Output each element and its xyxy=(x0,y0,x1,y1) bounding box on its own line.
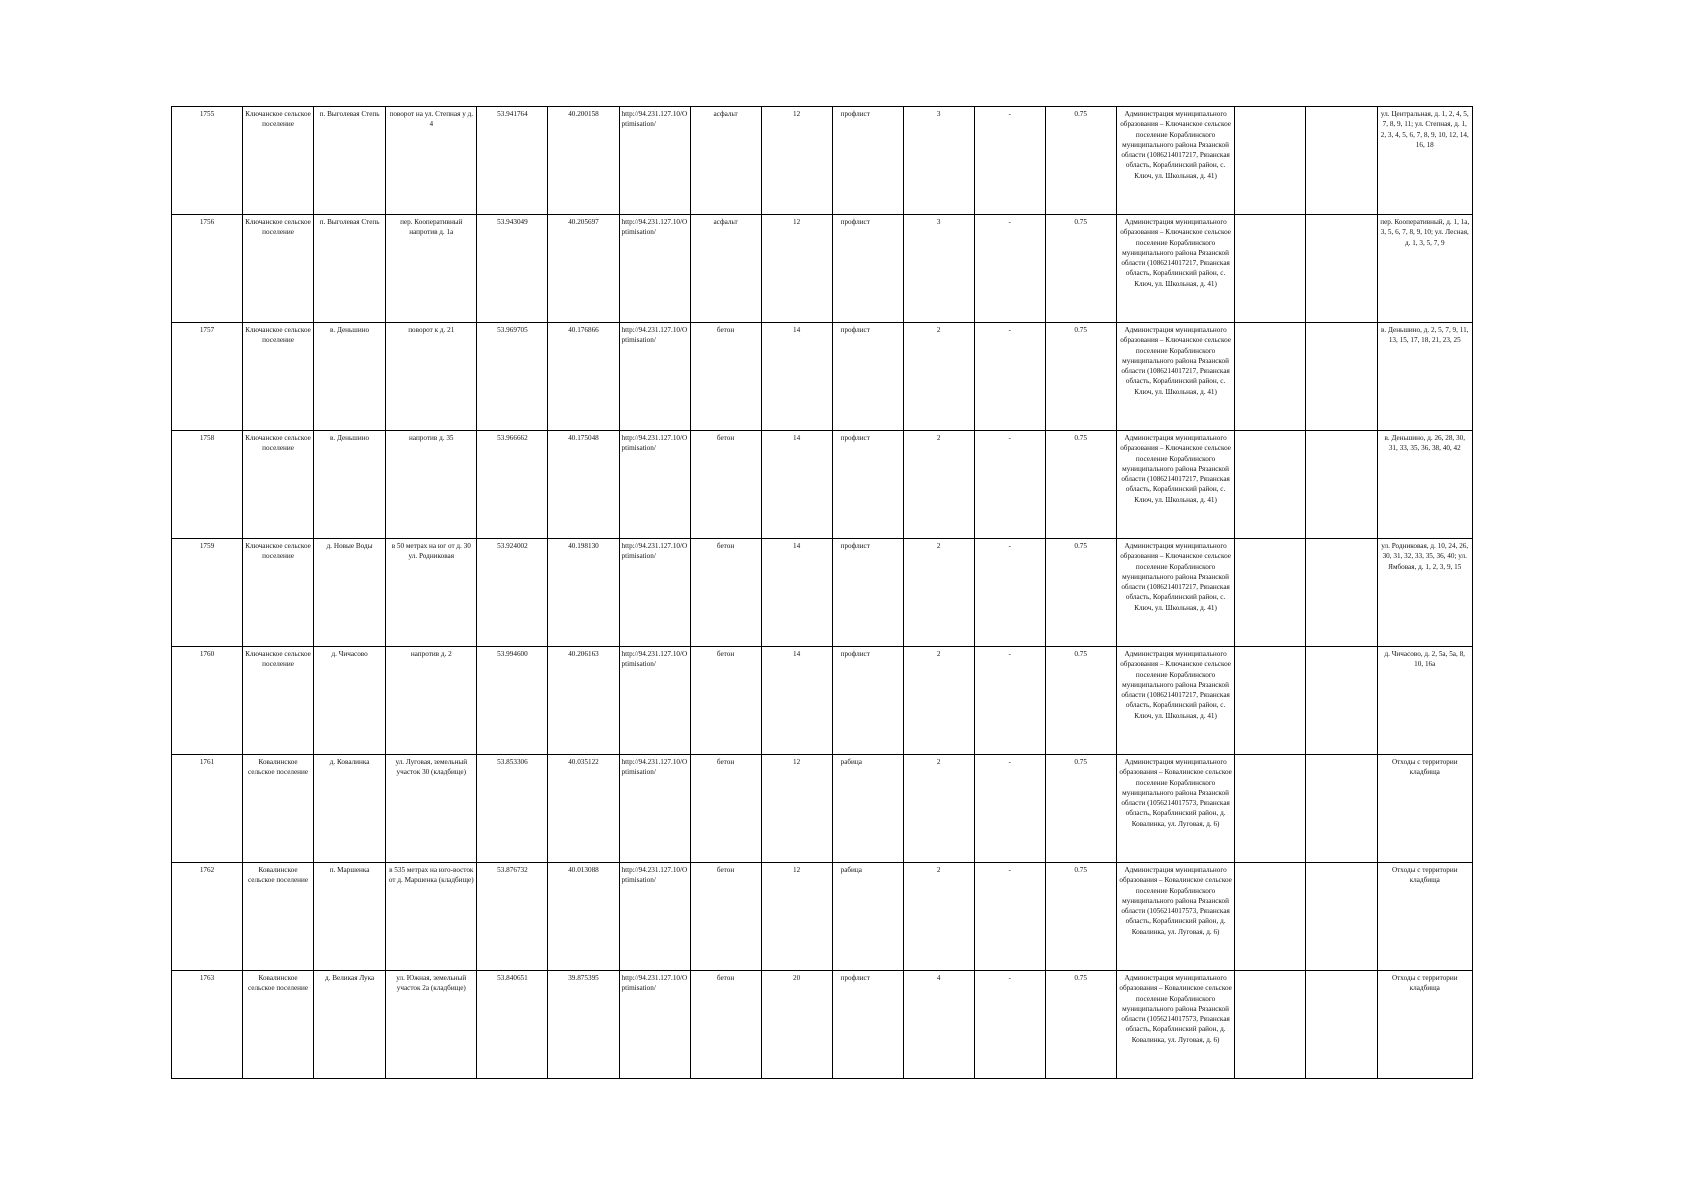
table-row xyxy=(172,323,1473,431)
sources-cell: Отходы с территории кладбища xyxy=(1377,863,1473,971)
container-count-cell: 2 xyxy=(903,863,974,971)
container-count-cell: 3 xyxy=(903,107,974,215)
latitude-cell: 53.941764 xyxy=(477,107,548,215)
empty-cell xyxy=(1235,323,1306,431)
longitude-cell: 40.205697 xyxy=(548,215,619,323)
owner-cell: Администрация муниципального образования – Ключанское сельское поселение Кораблинского муниципального района Рязанской области (1086214017217, Рязанская область, Кораблинский район, с. Ключ, ул. Школьная, д. 41) xyxy=(1116,431,1235,539)
longitude-cell: 40.035122 xyxy=(548,755,619,863)
volume-cell: 0.75 xyxy=(1045,107,1116,215)
dash-cell: - xyxy=(974,647,1045,755)
map-link-cell: http://94.231.127.10/Optimisation/ xyxy=(619,971,690,1079)
owner-cell: Администрация муниципального образования – Ключанское сельское поселение Кораблинского муниципального района Рязанской области (1086214017217, Рязанская область, Кораблинский район, с. Ключ, ул. Школьная, д. 41) xyxy=(1116,107,1235,215)
row-number: 1757 xyxy=(172,323,243,431)
latitude-cell: 53.876732 xyxy=(477,863,548,971)
locality-cell: д. Ковалинка xyxy=(314,755,386,863)
fence-type-cell: профлист xyxy=(832,323,903,431)
table-row xyxy=(172,539,1473,647)
row-number: 1760 xyxy=(172,647,243,755)
dash-cell: - xyxy=(974,755,1045,863)
volume-cell: 0.75 xyxy=(1045,431,1116,539)
row-number: 1763 xyxy=(172,971,243,1079)
sources-cell: в. Деньшино, д. 2, 5, 7, 9, 11, 13, 15, 17, 18, 21, 23, 25 xyxy=(1377,323,1473,431)
settlement-cell: Ключанское сельское поселение xyxy=(243,539,314,647)
address-cell: в 535 метрах на юго-восток от д. Маршенка (кладбище) xyxy=(386,863,477,971)
empty-cell xyxy=(1306,971,1377,1079)
container-count-cell: 2 xyxy=(903,647,974,755)
settlement-cell: Ключанское сельское поселение xyxy=(243,431,314,539)
empty-cell xyxy=(1306,863,1377,971)
latitude-cell: 53.966662 xyxy=(477,431,548,539)
table-row xyxy=(172,755,1473,863)
sources-cell: ул. Центральная, д. 1, 2, 4, 5, 7, 8, 9, 11; ул. Степная, д. 1, 2, 3, 4, 5, 6, 7, 8, 9, 10, 12, 14, 16, 18 xyxy=(1377,107,1473,215)
surface-cell: бетон xyxy=(690,539,761,647)
volume-cell: 0.75 xyxy=(1045,863,1116,971)
address-cell: напротив д. 2 xyxy=(386,647,477,755)
longitude-cell: 40.175048 xyxy=(548,431,619,539)
area-cell: 12 xyxy=(761,755,832,863)
map-link-cell: http://94.231.127.10/Optimisation/ xyxy=(619,755,690,863)
area-cell: 20 xyxy=(761,971,832,1079)
row-number: 1755 xyxy=(172,107,243,215)
container-count-cell: 2 xyxy=(903,431,974,539)
empty-cell xyxy=(1235,431,1306,539)
settlement-cell: Ковалинское сельское поселение xyxy=(243,971,314,1079)
empty-cell xyxy=(1235,539,1306,647)
latitude-cell: 53.994600 xyxy=(477,647,548,755)
settlement-cell: Ключанское сельское поселение xyxy=(243,215,314,323)
locality-cell: д. Чичасово xyxy=(314,647,386,755)
dash-cell: - xyxy=(974,215,1045,323)
table-row xyxy=(172,215,1473,323)
map-link-cell: http://94.231.127.10/Optimisation/ xyxy=(619,431,690,539)
table-row xyxy=(172,431,1473,539)
longitude-cell: 39.875395 xyxy=(548,971,619,1079)
surface-cell: бетон xyxy=(690,323,761,431)
surface-cell: бетон xyxy=(690,971,761,1079)
longitude-cell: 40.176866 xyxy=(548,323,619,431)
settlement-cell: Ключанское сельское поселение xyxy=(243,323,314,431)
empty-cell xyxy=(1235,755,1306,863)
volume-cell: 0.75 xyxy=(1045,323,1116,431)
area-cell: 12 xyxy=(761,863,832,971)
settlement-cell: Ковалинское сельское поселение xyxy=(243,863,314,971)
empty-cell xyxy=(1306,755,1377,863)
fence-type-cell: профлист xyxy=(832,431,903,539)
fence-type-cell: профлист xyxy=(832,647,903,755)
container-count-cell: 2 xyxy=(903,323,974,431)
empty-cell xyxy=(1306,107,1377,215)
sources-cell: ул. Родниковая, д. 10, 24, 26, 30, 31, 32, 33, 35, 36, 40; ул. Ямбовая, д. 1, 2, 3, 9, 15 xyxy=(1377,539,1473,647)
table-row xyxy=(172,647,1473,755)
map-link-cell: http://94.231.127.10/Optimisation/ xyxy=(619,215,690,323)
owner-cell: Администрация муниципального образования – Ковалинское сельское поселение Кораблинского муниципального района Рязанской области (1056214017573, Рязанская область, Кораблинский район, д. Ковалинка, ул. Луговая, д. 6) xyxy=(1116,863,1235,971)
sources-cell: пер. Кооперативный, д. 1, 1а, 3, 5, 6, 7, 8, 9, 10; ул. Лесная, д. 1, 3, 5, 7, 9 xyxy=(1377,215,1473,323)
table-row xyxy=(172,107,1473,215)
volume-cell: 0.75 xyxy=(1045,971,1116,1079)
table-row xyxy=(172,971,1473,1079)
row-number: 1762 xyxy=(172,863,243,971)
empty-cell xyxy=(1306,323,1377,431)
settlement-cell: Ключанское сельское поселение xyxy=(243,107,314,215)
locality-cell: д. Великая Лука xyxy=(314,971,386,1079)
owner-cell: Администрация муниципального образования – Ключанское сельское поселение Кораблинского муниципального района Рязанской области (1086214017217, Рязанская область, Кораблинский район, с. Ключ, ул. Школьная, д. 41) xyxy=(1116,539,1235,647)
empty-cell xyxy=(1306,431,1377,539)
settlement-cell: Ключанское сельское поселение xyxy=(243,647,314,755)
table-row xyxy=(172,863,1473,971)
fence-type-cell: рабица xyxy=(832,863,903,971)
surface-cell: бетон xyxy=(690,431,761,539)
fence-type-cell: профлист xyxy=(832,215,903,323)
map-link-cell: http://94.231.127.10/Optimisation/ xyxy=(619,107,690,215)
container-count-cell: 2 xyxy=(903,539,974,647)
dash-cell: - xyxy=(974,431,1045,539)
fence-type-cell: профлист xyxy=(832,539,903,647)
map-link-cell: http://94.231.127.10/Optimisation/ xyxy=(619,539,690,647)
fence-type-cell: профлист xyxy=(832,971,903,1079)
latitude-cell: 53.924002 xyxy=(477,539,548,647)
empty-cell xyxy=(1235,647,1306,755)
volume-cell: 0.75 xyxy=(1045,539,1116,647)
row-number: 1758 xyxy=(172,431,243,539)
address-cell: напротив д. 35 xyxy=(386,431,477,539)
longitude-cell: 40.206163 xyxy=(548,647,619,755)
locality-cell: п. Выголевая Степь xyxy=(314,215,386,323)
address-cell: поворот к д. 21 xyxy=(386,323,477,431)
longitude-cell: 40.200158 xyxy=(548,107,619,215)
owner-cell: Администрация муниципального образования – Ковалинское сельское поселение Кораблинского муниципального района Рязанской области (1056214017573, Рязанская область, Кораблинский район, д. Ковалинка, ул. Луговая, д. 6) xyxy=(1116,971,1235,1079)
latitude-cell: 53.840651 xyxy=(477,971,548,1079)
map-link-cell: http://94.231.127.10/Optimisation/ xyxy=(619,647,690,755)
volume-cell: 0.75 xyxy=(1045,215,1116,323)
area-cell: 12 xyxy=(761,215,832,323)
registry-table xyxy=(171,106,1473,1079)
area-cell: 14 xyxy=(761,431,832,539)
surface-cell: бетон xyxy=(690,755,761,863)
empty-cell xyxy=(1235,107,1306,215)
row-number: 1756 xyxy=(172,215,243,323)
locality-cell: в. Деньшино xyxy=(314,431,386,539)
settlement-cell: Ковалинское сельское поселение xyxy=(243,755,314,863)
dash-cell: - xyxy=(974,107,1045,215)
volume-cell: 0.75 xyxy=(1045,647,1116,755)
row-number: 1759 xyxy=(172,539,243,647)
address-cell: пер. Кооперативный напротив д. 1а xyxy=(386,215,477,323)
longitude-cell: 40.013088 xyxy=(548,863,619,971)
empty-cell xyxy=(1306,539,1377,647)
dash-cell: - xyxy=(974,971,1045,1079)
container-count-cell: 3 xyxy=(903,215,974,323)
area-cell: 14 xyxy=(761,323,832,431)
surface-cell: асфальт xyxy=(690,107,761,215)
sources-cell: д. Чичасово, д. 2, 5а, 5а, 8, 10, 16а xyxy=(1377,647,1473,755)
dash-cell: - xyxy=(974,539,1045,647)
surface-cell: бетон xyxy=(690,863,761,971)
empty-cell xyxy=(1306,215,1377,323)
empty-cell xyxy=(1306,647,1377,755)
latitude-cell: 53.969705 xyxy=(477,323,548,431)
owner-cell: Администрация муниципального образования – Ключанское сельское поселение Кораблинского муниципального района Рязанской области (1086214017217, Рязанская область, Кораблинский район, с. Ключ, ул. Школьная, д. 41) xyxy=(1116,215,1235,323)
locality-cell: п. Маршенка xyxy=(314,863,386,971)
owner-cell: Администрация муниципального образования – Ковалинское сельское поселение Кораблинского муниципального района Рязанской области (1056214017573, Рязанская область, Кораблинский район, д. Ковалинка, ул. Луговая, д. 6) xyxy=(1116,755,1235,863)
surface-cell: асфальт xyxy=(690,215,761,323)
dash-cell: - xyxy=(974,323,1045,431)
container-count-cell: 2 xyxy=(903,755,974,863)
sources-cell: Отходы с территории кладбища xyxy=(1377,971,1473,1079)
dash-cell: - xyxy=(974,863,1045,971)
area-cell: 12 xyxy=(761,107,832,215)
volume-cell: 0.75 xyxy=(1045,755,1116,863)
empty-cell xyxy=(1235,971,1306,1079)
container-count-cell: 4 xyxy=(903,971,974,1079)
empty-cell xyxy=(1235,863,1306,971)
empty-cell xyxy=(1235,215,1306,323)
owner-cell: Администрация муниципального образования – Ключанское сельское поселение Кораблинского муниципального района Рязанской области (1086214017217, Рязанская область, Кораблинский район, с. Ключ, ул. Школьная, д. 41) xyxy=(1116,323,1235,431)
owner-cell: Администрация муниципального образования – Ключанское сельское поселение Кораблинского муниципального района Рязанской области (1086214017217, Рязанская область, Кораблинский район, с. Ключ, ул. Школьная, д. 41) xyxy=(1116,647,1235,755)
area-cell: 14 xyxy=(761,647,832,755)
address-cell: поворот на ул. Степная у д. 4 xyxy=(386,107,477,215)
latitude-cell: 53.943049 xyxy=(477,215,548,323)
address-cell: в 50 метрах на юг от д. 30 ул. Родниковая xyxy=(386,539,477,647)
sources-cell: в. Деньшино, д. 26, 28, 30, 31, 33, 35, 36, 38, 40, 42 xyxy=(1377,431,1473,539)
surface-cell: бетон xyxy=(690,647,761,755)
row-number: 1761 xyxy=(172,755,243,863)
fence-type-cell: профлист xyxy=(832,107,903,215)
longitude-cell: 40.198130 xyxy=(548,539,619,647)
map-link-cell: http://94.231.127.10/Optimisation/ xyxy=(619,323,690,431)
locality-cell: в. Деньшино xyxy=(314,323,386,431)
latitude-cell: 53.853306 xyxy=(477,755,548,863)
locality-cell: д. Новые Воды xyxy=(314,539,386,647)
fence-type-cell: рабица xyxy=(832,755,903,863)
locality-cell: п. Выголевая Степь xyxy=(314,107,386,215)
address-cell: ул. Луговая, земельный участок 30 (кладбище) xyxy=(386,755,477,863)
area-cell: 14 xyxy=(761,539,832,647)
address-cell: ул. Южная, земельный участок 2а (кладбище) xyxy=(386,971,477,1079)
map-link-cell: http://94.231.127.10/Optimisation/ xyxy=(619,863,690,971)
sources-cell: Отходы с территории кладбища xyxy=(1377,755,1473,863)
